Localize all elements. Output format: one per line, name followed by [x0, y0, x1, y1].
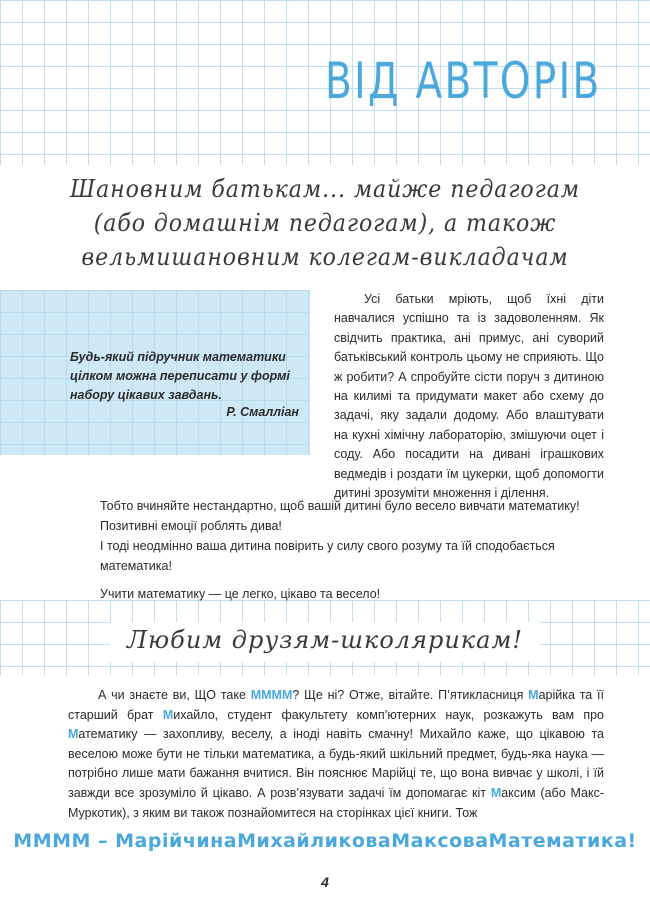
text-run: атематику — захопливу, веселу, а іноді навіть смачну! Михайло каже, що цікавою та веселою може бути не тільки математика, а будь-який шкільний предмет, будь-яка наука — потрібно лише мати бажання вчитися. Він пояснює Марійці те, що вона вивчає у школі, і їй завжди все зрозуміло й цікаво. А розв’язувати задачі їм допомагає кіт [68, 727, 604, 800]
subtitle-line: вельмишановним колегам-викладачам [81, 243, 569, 271]
page-number: 4 [321, 874, 329, 890]
text-run: А чи знаєте ви, ЩО таке [98, 688, 251, 702]
letter-highlight: М [490, 785, 502, 800]
epigraph-author: Р. Смалліан [226, 405, 299, 419]
letter-highlight: М [528, 688, 539, 702]
advice-line: Позитивні емоції роблять дива! [100, 519, 282, 533]
letter-highlight: М [68, 727, 79, 742]
advice-line: І тоді неодмінно ваша дитина повірить у силу свого розуму та їй сподобається математика! [100, 539, 555, 573]
text-run: аксим (або Макс-Муркотик), з яким ви також познайомитеся на сторінках цієї книги. Тож [68, 785, 604, 820]
advice-line: Учити математику — це легко, цікаво та весело! [100, 587, 381, 601]
text-run: арійка та її старший брат [68, 688, 604, 722]
advice-line: Тобто вчиняйте нестандартно, щоб вашій дитині було весело вивчати математику! [100, 499, 580, 513]
page-title: ВІД АВТОРІВ [325, 52, 602, 110]
advice-lines [100, 496, 620, 604]
epigraph-quote: Будь-який підручник математики цілком можна переписати у формі набору цікавих завдань. [70, 350, 290, 402]
slogan: ММММ – МарійчинаМихайликоваМаксоваМатематика! [13, 830, 637, 852]
letter-highlight: М [162, 707, 174, 722]
subtitle-line: Шановним батькам... майже педагогам [69, 175, 581, 203]
mmmm-highlight: ММММ [250, 688, 293, 702]
text-run: ? Ще ні? Отже, вітайте. П’ятикласниця [292, 688, 529, 702]
students-paragraph [68, 686, 604, 823]
section-title: Любим друзям-школярикам! [127, 626, 523, 654]
text-run: ихайло, студент факультету комп’ютерних наук, розкажуть вам про [173, 707, 604, 722]
parents-paragraph: Усі батьки мріють, щоб їхні діти навчалися успішно та із задоволенням. Як свідчить практика, ані примус, ані суворий батьківський контроль цьому не сприяють. Що ж робити? А спробуйте сісти поруч з дитиною на килимі та придумати макет або схему до задачі, яку задали додому. Або влаштувати на кухні хімічну лабораторію, змішуючи оцет і соду. Або посадити на дивані іграшкових ведмедів і роздати їм цукерки, щоб допомогти дитині зрозуміти множення і ділення. [334, 292, 604, 501]
intro-subtitle [0, 172, 650, 274]
subtitle-line: (або домашнім педагогам), а також [93, 209, 557, 237]
